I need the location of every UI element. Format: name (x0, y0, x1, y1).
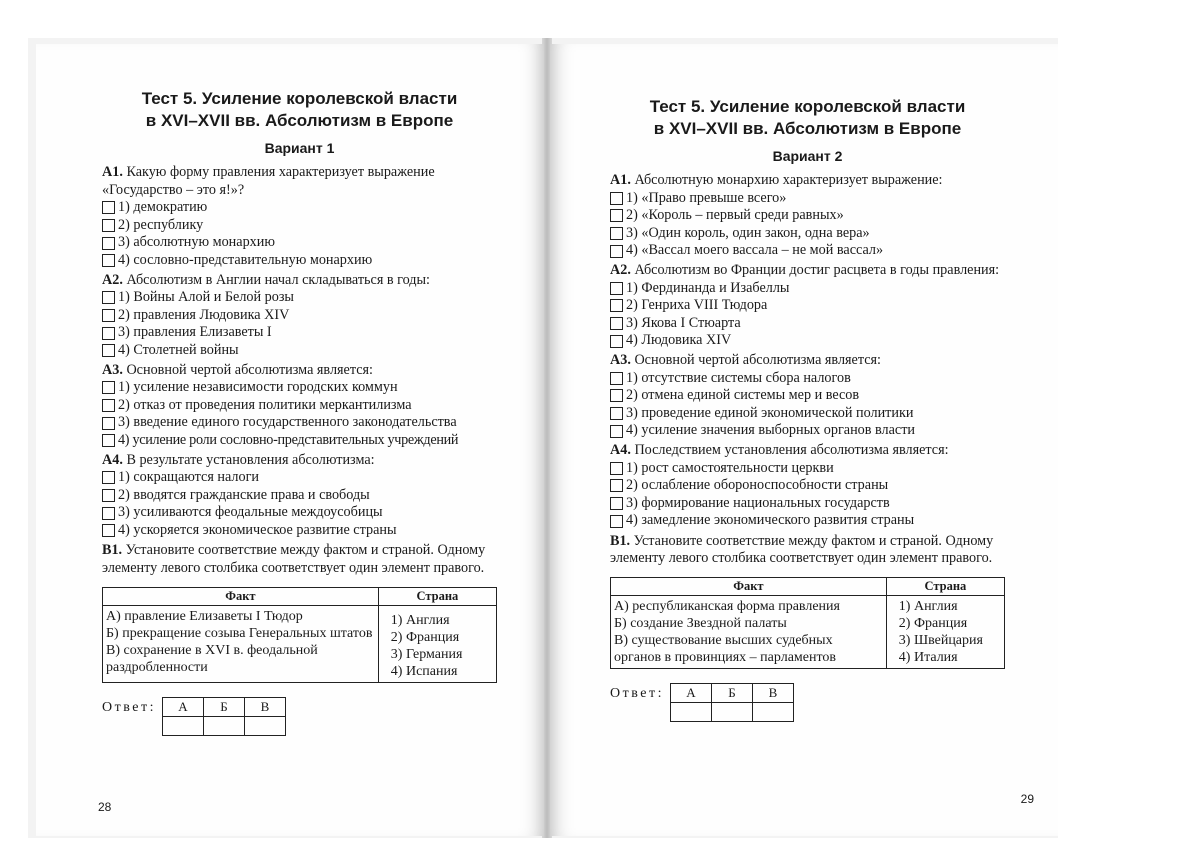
option[interactable]: 1) демократию (102, 199, 497, 217)
page-number: 29 (1020, 792, 1034, 806)
checkbox[interactable] (102, 291, 115, 304)
option[interactable]: 3) усиливаются феодальные междоусобицы (102, 504, 497, 522)
question-text: А4. В результате установления абсолютизма: (102, 451, 375, 468)
title-line-2: в XVI–XVII вв. Абсолютизм в Европе (653, 119, 962, 138)
answer-cell[interactable] (203, 716, 244, 735)
checkbox[interactable] (102, 434, 115, 447)
country-item: 3) Швейцария (898, 633, 983, 649)
option[interactable]: 4) усиление значения выборных органов власти (610, 422, 1005, 440)
option[interactable]: 3) абсолютную монархию (102, 234, 497, 252)
option[interactable]: 2) «Король – первый среди равных» (610, 207, 1005, 225)
checkbox[interactable] (610, 192, 623, 205)
option[interactable]: 2) вводятся гражданские права и свободы (102, 487, 497, 505)
checkbox[interactable] (102, 327, 115, 340)
answer-cell[interactable] (711, 703, 752, 722)
option[interactable]: 2) отмена единой системы мер и весов (610, 387, 1005, 405)
question-text: А1. Абсолютную монархию характеризует выражение: (610, 172, 943, 188)
answer-cell[interactable] (244, 716, 285, 735)
answer-col-b: Б (203, 697, 244, 716)
question-a4 (102, 452, 497, 540)
countries-cell (886, 596, 1004, 669)
facts-cell (611, 596, 887, 669)
question-a3 (610, 352, 1005, 440)
answer-label: Ответ: (102, 699, 156, 715)
variant-label: Вариант 2 (772, 148, 843, 164)
checkbox[interactable] (102, 237, 115, 250)
header-fact: Факт (611, 578, 887, 596)
header-country: Страна (886, 578, 1004, 596)
checkbox[interactable] (610, 425, 623, 438)
question-text: А1. Какую форму правления характеризует выражение «Государство – это я!»? (102, 164, 435, 198)
country-item: 2) Франция (390, 629, 460, 645)
checkbox[interactable] (610, 209, 623, 222)
question-a1 (102, 164, 497, 270)
option[interactable]: 1) усиление независимости городских коммун (102, 379, 497, 397)
answer-block (610, 683, 1005, 722)
question-a1 (610, 172, 1005, 260)
country-item: 1) Англия (898, 599, 958, 615)
country-item: 4) Италия (898, 650, 958, 666)
checkbox[interactable] (102, 417, 115, 430)
option[interactable]: 1) рост самостоятельности церкви (610, 460, 1005, 478)
checkbox[interactable] (610, 497, 623, 510)
option[interactable]: 3) формирование национальных государств (610, 495, 1005, 513)
question-text: А2. Абсолютизм в Англии начал складываться в годы: (102, 271, 430, 288)
checkbox[interactable] (610, 245, 623, 258)
countries-cell (378, 605, 496, 682)
answer-col-b: Б (711, 684, 752, 703)
checkbox[interactable] (610, 407, 623, 420)
answer-label: Ответ: (610, 686, 664, 702)
question-a2 (610, 262, 1005, 350)
fact-item: В) сохранение в XVI в. феодальной раздробленности (106, 642, 318, 675)
option[interactable]: 3) проведение единой экономической политики (610, 405, 1005, 423)
title-line-1: Тест 5. Усиление королевской власти (649, 97, 966, 116)
option[interactable]: 3) введение единого государственного законодательства (102, 414, 497, 432)
page-right (550, 44, 1058, 836)
question-text: А2. Абсолютизм во Франции достиг расцвета в годы правления: (610, 261, 1000, 278)
answer-col-v: В (752, 684, 793, 703)
option[interactable]: 2) республику (102, 217, 497, 235)
fact-item: В) существование высших судебных органов в провинциях – парламентов (614, 633, 837, 666)
task-b1: В1. Установите соответствие между фактом и страной. Одному элементу левого столбика соответствует один элемент правого. (102, 542, 486, 577)
title-line-1: Тест 5. Усиление королевской власти (141, 89, 458, 108)
option[interactable]: 3) правления Елизаветы I (102, 324, 497, 342)
option[interactable]: 3) «Один король, один закон, одна вера» (610, 225, 1005, 243)
header-fact: Факт (103, 587, 379, 605)
fact-item: Б) прекращение созыва Генеральных штатов (106, 625, 373, 641)
page-left-content (102, 88, 497, 736)
answer-col-v: В (244, 697, 285, 716)
checkbox[interactable] (102, 524, 115, 537)
header-country: Страна (378, 587, 496, 605)
page-left (36, 44, 544, 836)
test-title (102, 88, 497, 132)
checkbox[interactable] (102, 489, 115, 502)
answer-cell[interactable] (162, 716, 203, 735)
option[interactable]: 2) отказ от проведения политики меркантилизма (102, 397, 497, 415)
option[interactable]: 1) Войны Алой и Белой розы (102, 289, 497, 307)
test-title (610, 96, 1005, 140)
option[interactable]: 1) отсутствие системы сбора налогов (610, 370, 1005, 388)
checkbox[interactable] (102, 309, 115, 322)
question-text: А3. Основной чертой абсолютизма является: (102, 361, 373, 378)
answer-col-a: А (670, 684, 711, 703)
option[interactable]: 3) Якова I Стюарта (610, 315, 1005, 333)
option[interactable]: 2) Генриха VIII Тюдора (610, 297, 1005, 315)
option[interactable]: 1) «Право превыше всего» (610, 190, 1005, 208)
country-item: 4) Испания (390, 663, 458, 679)
question-text: А4. Последствием установления абсолютизма является: (610, 441, 949, 458)
checkbox[interactable] (102, 254, 115, 267)
checkbox[interactable] (102, 471, 115, 484)
matching-table (610, 577, 1005, 669)
checkbox[interactable] (610, 372, 623, 385)
checkbox[interactable] (610, 299, 623, 312)
fact-item: А) республиканская форма правления (614, 599, 840, 615)
option[interactable]: 2) правления Людовика XIV (102, 307, 497, 325)
option[interactable]: 2) ослабление обороноспособности страны (610, 477, 1005, 495)
question-a4 (610, 442, 1005, 530)
option[interactable]: 4) «Вассал моего вассала – не мой вассал» (610, 242, 1005, 260)
fact-item: А) правление Елизаветы I Тюдор (106, 608, 303, 624)
option[interactable]: 4) усиление роли сословно-представительных учреждений (102, 432, 497, 450)
checkbox[interactable] (610, 335, 623, 348)
checkbox[interactable] (610, 389, 623, 402)
checkbox[interactable] (610, 227, 623, 240)
answer-cell[interactable] (752, 703, 793, 722)
option[interactable]: 4) ускоряется экономическое развитие страны (102, 522, 497, 540)
task-b1: В1. Установите соответствие между фактом и страной. Одному элементу левого столбика соответствует один элемент правого. (610, 532, 994, 567)
page-right-content (610, 96, 1005, 722)
option[interactable]: 4) Столетней войны (102, 342, 497, 360)
checkbox[interactable] (102, 399, 115, 412)
fact-item: Б) создание Звездной палаты (614, 616, 787, 632)
checkbox[interactable] (610, 479, 623, 492)
variant-label: Вариант 1 (264, 140, 335, 156)
checkbox[interactable] (102, 381, 115, 394)
checkbox[interactable] (610, 317, 623, 330)
question-a2 (102, 272, 497, 360)
option[interactable]: 1) сокращаются налоги (102, 469, 497, 487)
option[interactable]: 4) замедление экономического развития страны (610, 512, 1005, 530)
country-item: 3) Германия (390, 646, 463, 662)
checkbox[interactable] (102, 201, 115, 214)
answer-cell[interactable] (670, 703, 711, 722)
answer-col-a: А (162, 697, 203, 716)
checkbox[interactable] (102, 219, 115, 232)
facts-cell (103, 605, 379, 682)
answer-grid (670, 683, 794, 722)
country-item: 1) Англия (390, 612, 450, 628)
open-book (28, 38, 1058, 838)
title-line-2: в XVI–XVII вв. Абсолютизм в Европе (145, 111, 454, 130)
question-text: А3. Основной чертой абсолютизма является: (610, 351, 881, 368)
option[interactable]: 1) Фердинанда и Изабеллы (610, 280, 1005, 298)
checkbox[interactable] (610, 282, 623, 295)
checkbox[interactable] (610, 515, 623, 528)
country-item: 2) Франция (898, 616, 968, 632)
checkbox[interactable] (610, 462, 623, 475)
answer-grid (162, 697, 286, 736)
answer-block (102, 697, 497, 736)
option[interactable]: 4) сословно-представительную монархию (102, 252, 497, 270)
checkbox[interactable] (102, 344, 115, 357)
checkbox[interactable] (102, 507, 115, 520)
option[interactable]: 4) Людовика XIV (610, 332, 1005, 350)
page-number: 28 (98, 800, 112, 814)
matching-table (102, 587, 497, 683)
question-a3 (102, 362, 497, 450)
